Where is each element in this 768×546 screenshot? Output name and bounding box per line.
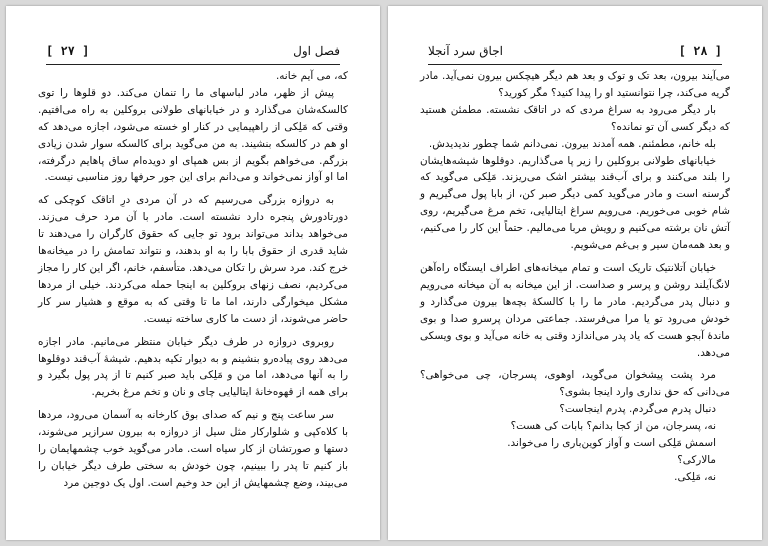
paragraph: که، می آیم خانه. [275, 70, 348, 82]
paragraph: خیابانهای طولانی بروکلین را زیر پا می‌گذاریم. دوقلوها شیشه‌هایشان را بلند می‌کنند و برای آب‌قند بیشتر اشک می‌ریزند. مَلِکی می‌گوید که گرسنه است و مادر می‌گوید کمی دیگر صبر کن، از بابا پول می‌گیریم و شام خوبی می‌خوریم. می‌رویم سراغ ایتالیایی، تخم مرغ می‌گیریم، روی آتش نان برشته می‌کنیم و رویش مربا می‌مالیم. حتماً این کار را می‌کنیم، و بعد همه‌مان سیر و بی‌غم می‌شویم. [420, 154, 730, 252]
page-body [38, 68, 348, 492]
page-body [420, 68, 730, 486]
page-header [428, 44, 722, 66]
paragraph: روبروی دروازه در طرف دیگر خیابان منتظر می‌مانیم. مادر اجازه می‌دهد روی پیاده‌رو بنشینم و به دیوار تکیه بدهیم. شیشهٔ آب‌قند دوقلوها را به آنها می‌دهد، اما من و مَلِکی باید صبر کنیم تا از پدر پول بگیرد و برای همه از قهوه‌خانهٔ ایتالیایی چای و نان و تخم مرغ بخریم. [38, 335, 348, 399]
paragraph: بار دیگر می‌رود به سراغ مردی که در اتاقک نشسته. مطمئن هستید که دیگر کسی آن تو نمانده؟ [420, 103, 730, 133]
chapter-title: فصل اول [293, 44, 340, 58]
paragraph: مالارکی؟ [677, 453, 716, 466]
paragraph: سر ساعت پنج و نیم که صدای بوق کارخانه به آسمان می‌رود، مردها با کلاه‌کپی و شلوارکار مثل سیل از دروازه به بیرون سرازیر می‌شوند، دستها و صورتشان از کار سیاه است. مادر می‌گوید خوب چشمهایمان را باز کنیم تا پدر را ببینیم، چون خودش به سختی طرف دیگر خیابان را می‌بیند، وضع چشمهایش از این حد وخیم است. اول یک دوجین مرد [38, 409, 348, 489]
page-number: [ ٢٧ ] [46, 44, 90, 58]
paragraph: نه، پسرجان، من از کجا بدانم؟ بابات کی هست؟ [510, 420, 716, 433]
paragraph: اسمش مَلِکی است و آواز کوین‌باری را می‌خواند. [507, 437, 716, 450]
left-page [6, 6, 380, 540]
paragraph: نه، مَلِکی. [674, 470, 716, 483]
right-page [388, 6, 762, 540]
paragraph: دنبال پدرم می‌گردم. پدرم اینجاست؟ [559, 403, 716, 416]
paragraph: می‌آیند بیرون، بعد تک و توک و بعد هم دیگر هیچکس بیرون نمی‌آید. مادر گریه می‌کند، چرا نتوانستید او را پیدا کنید؟ مگر کورید؟ [420, 70, 730, 99]
header-divider [46, 64, 340, 65]
page-number: [ ٢٨ ] [678, 44, 722, 58]
paragraph: پیش از ظهر، مادر لباسهای ما را تنمان می‌کند. دو قلوها را توی کالسکه‌شان می‌گذارد و در خیابانهای طولانی بروکلین به راه می‌افتیم. وقتی که مَلِکی از راهپیمایی در کنار او خسته می‌شود، اجازه می‌دهد که او هم در کالسکه بنشیند. به من می‌گوید برای کالسکه سوار شدن زیادی بزرگم. می‌خواهم بگویم از بس همپای او دویده‌ام ساق پاهایم درگرفته، اما او آواز نمی‌خواند و می‌دانم برای این جور حرفها روز مناسبی نیست. [38, 86, 348, 184]
page-header [46, 44, 340, 66]
paragraph: خیابان آتلانتیک تاریک است و تمام میخانه‌های اطراف ایستگاه راه‌آهن لانگ‌آیلند روشن و پرسر و صداست. از این میخانه به آن میخانه می‌رویم و دنبال پدر می‌گردیم. مادر ما را با کالسکهٔ بچه‌ها بیرون می‌گذارد و خودش می‌رود تو یا مرا می‌فرستد. جماعتی مردان پرسرو صدا و بوی ماندهٔ آبجو هست که یاد پدر می‌اندازد وقتی به خانه می‌آید و بوی ویسکی می‌دهد. [420, 261, 730, 359]
paragraph: بله خانم، مطمئنم. همه آمدند بیرون. نمی‌دانم شما چطور ندیدیدش. [428, 137, 716, 150]
book-title: اجاق سرد آنجلا [428, 44, 503, 58]
paragraph: مرد پشت پیشخوان می‌گوید، اوهوی، پسرجان، چی می‌خواهی؟ می‌دانی که حق نداری وارد اینجا بشوی؟ [420, 369, 730, 399]
paragraph: به دروازه بزرگی می‌رسیم که در آن مردی درِ اتاقک کوچکی که دورتادورش پنجره دارد نشسته است. مادر با آن مرد حرف می‌زند. می‌خواهد بداند می‌تواند برود تو جایی که حقوق کارگران را می‌دهند تا شاید قدری از حقوق بابا را به او بدهند، و نتواند تمامش را در میخانه‌ها خرج کند. مرد سرش را تکان می‌دهد. متأسفم، خانم، اگر این کار را مجاز می‌کردیم، نصف زنهای بروکلین به اینجا حمله می‌کردند. خیلی از مردها مشکل میخوارگی دارند، اما ما تا وقتی که به موقع و هشیار سر کار حاضر می‌شوند، از دست ما کاری ساخته نیست. [38, 194, 348, 325]
header-divider [428, 64, 722, 65]
